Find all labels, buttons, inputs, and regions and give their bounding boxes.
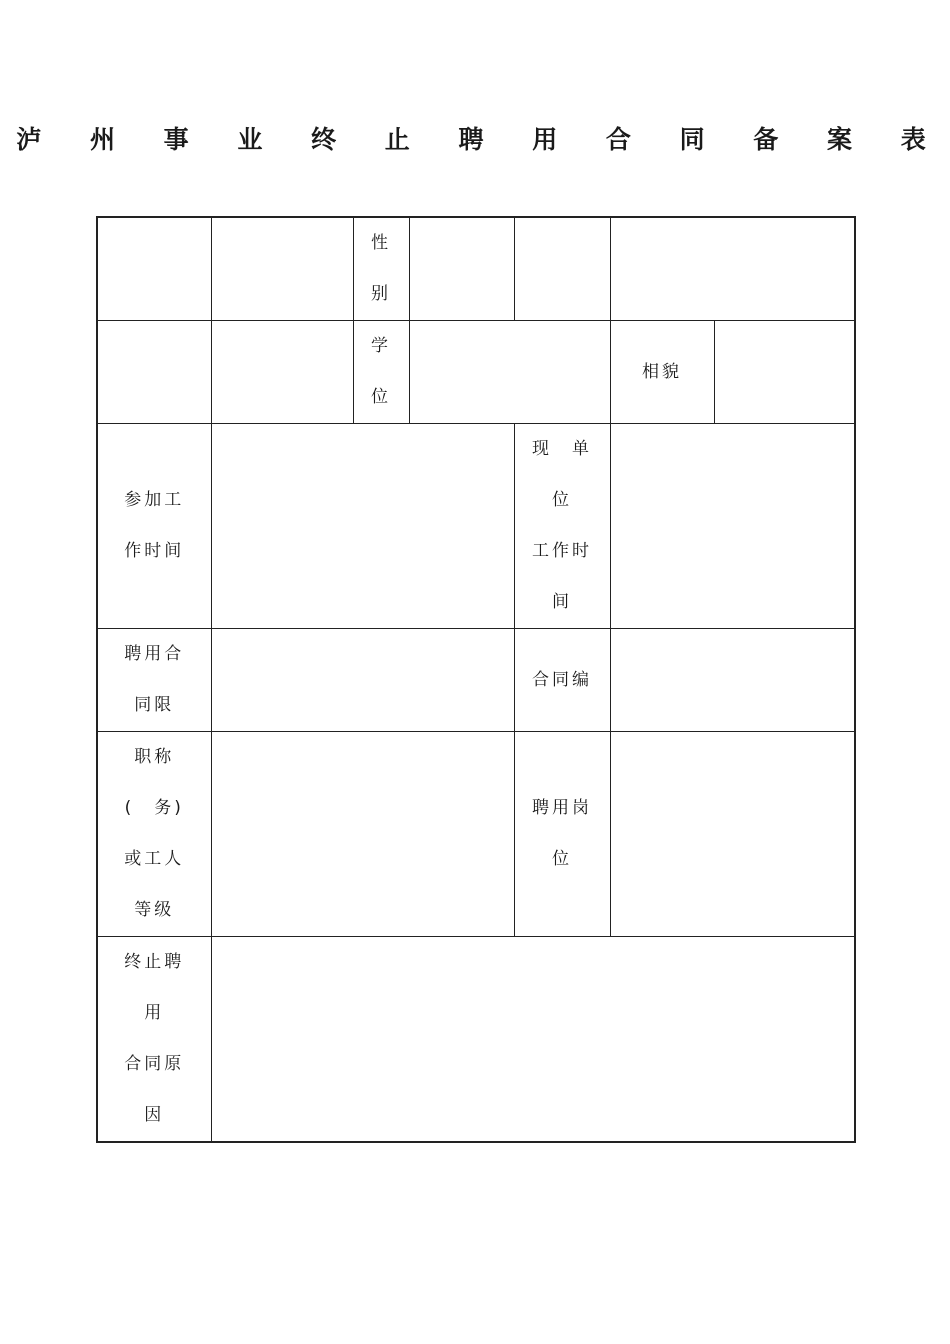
education-value-field[interactable] [211, 321, 353, 424]
form-row-contract [97, 629, 855, 732]
contract-term-value-field[interactable] [211, 629, 514, 732]
work-start-value-field[interactable] [211, 424, 514, 629]
professional-title-value-field[interactable] [211, 732, 514, 937]
form-row-termination-reason [97, 937, 855, 1143]
work-start-label: 参加工 作时间 [97, 424, 211, 629]
name-value-field[interactable] [211, 217, 353, 321]
form-row-work-time [97, 424, 855, 629]
birth-value-field[interactable] [610, 217, 855, 321]
gender-label: 性 别 [353, 217, 409, 321]
contract-number-value-field[interactable] [610, 629, 855, 732]
employment-position-label: 聘用岗 位 [514, 732, 610, 937]
professional-title-label: 职称 ( 务) 或工人 等级 [97, 732, 211, 937]
page-title: 泸 州 事 业 终 止 聘 用 合 同 备 案 表 [16, 125, 946, 154]
name-label-cell [97, 217, 211, 321]
degree-label: 学 位 [353, 321, 409, 424]
gender-value-field[interactable] [409, 217, 514, 321]
current-unit-time-value-field[interactable] [610, 424, 855, 629]
education-label-cell [97, 321, 211, 424]
appearance-label: 相貌 [610, 321, 714, 424]
degree-value-field[interactable] [409, 321, 610, 424]
birth-label-cell [514, 217, 610, 321]
form-row-basic-info [97, 217, 855, 321]
contract-term-label: 聘用合 同限 [97, 629, 211, 732]
employment-position-value-field[interactable] [610, 732, 855, 937]
current-unit-time-label: 现 单 位 工作时 间 [514, 424, 610, 629]
contract-number-label: 合同编 [514, 629, 610, 732]
form-row-education [97, 321, 855, 424]
form-row-title-position [97, 732, 855, 937]
termination-reason-label: 终止聘 用 合同原 因 [97, 937, 211, 1143]
filing-form-table [96, 216, 856, 1143]
termination-reason-value-field[interactable] [211, 937, 855, 1143]
appearance-value-field[interactable] [714, 321, 855, 424]
